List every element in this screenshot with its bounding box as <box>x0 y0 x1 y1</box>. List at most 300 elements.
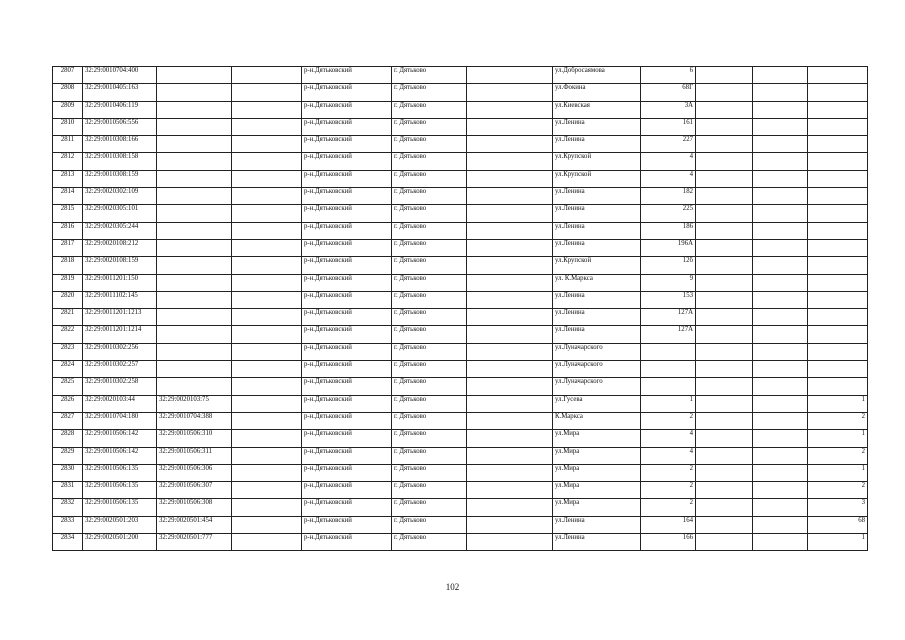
apartment-number-cell <box>808 205 868 222</box>
parent-cadastral-cell <box>157 291 232 308</box>
house-number-cell: 9 <box>641 274 696 291</box>
empty-cell <box>467 67 553 84</box>
empty-cell <box>753 326 808 343</box>
cadastral-number-cell: 32:29:0020302:109 <box>83 188 157 205</box>
street-cell: ул.Мира <box>553 464 641 481</box>
empty-cell <box>696 412 753 429</box>
district-cell: р-н.Дятьковский <box>302 222 392 239</box>
district-cell: р-н.Дятьковский <box>302 136 392 153</box>
table-row <box>53 170 868 187</box>
empty-cell <box>696 534 753 551</box>
apartment-number-cell <box>808 257 868 274</box>
apartment-number-cell <box>808 153 868 170</box>
apartment-number-cell: 2 <box>808 412 868 429</box>
house-number-cell: 164 <box>641 516 696 533</box>
house-number-cell: 225 <box>641 205 696 222</box>
cadastral-number-cell: 32:29:0010704:180 <box>83 412 157 429</box>
district-cell: р-н.Дятьковский <box>302 274 392 291</box>
empty-cell <box>467 291 553 308</box>
empty-cell <box>467 361 553 378</box>
table-row <box>53 239 868 256</box>
row-number-cell: 2829 <box>53 447 83 464</box>
street-cell: ул.Ленина <box>553 326 641 343</box>
empty-cell <box>696 136 753 153</box>
cadastral-number-cell: 32:29:0011102:145 <box>83 291 157 308</box>
row-number-cell: 2831 <box>53 482 83 499</box>
house-number-cell: 68Г <box>641 84 696 101</box>
apartment-number-cell <box>808 118 868 135</box>
empty-cell <box>753 395 808 412</box>
empty-cell <box>696 447 753 464</box>
house-number-cell: 196А <box>641 239 696 256</box>
cadastral-number-cell: 32:29:0010506:135 <box>83 482 157 499</box>
street-cell: ул.Фокина <box>553 84 641 101</box>
empty-cell <box>696 464 753 481</box>
city-cell: г. Дятьково <box>392 188 467 205</box>
city-cell: г. Дятьково <box>392 430 467 447</box>
district-cell: р-н.Дятьковский <box>302 499 392 516</box>
empty-cell <box>467 534 553 551</box>
empty-cell <box>696 257 753 274</box>
district-cell: р-н.Дятьковский <box>302 291 392 308</box>
table-row <box>53 395 868 412</box>
district-cell: р-н.Дятьковский <box>302 118 392 135</box>
row-number-cell: 2834 <box>53 534 83 551</box>
table-row <box>53 516 868 533</box>
empty-cell <box>696 326 753 343</box>
empty-cell <box>753 257 808 274</box>
street-cell: ул.Киевская <box>553 101 641 118</box>
row-number-cell: 2825 <box>53 378 83 395</box>
house-number-cell: 127А <box>641 326 696 343</box>
street-cell: ул.Гусева <box>553 395 641 412</box>
empty-cell <box>467 430 553 447</box>
city-cell: г. Дятьково <box>392 361 467 378</box>
parent-cadastral-cell <box>157 239 232 256</box>
cadastral-number-cell: 32:29:0020108:159 <box>83 257 157 274</box>
empty-cell <box>467 464 553 481</box>
city-cell: г. Дятьково <box>392 326 467 343</box>
parent-cadastral-cell <box>157 84 232 101</box>
cadastral-number-cell: 32:29:0020305:101 <box>83 205 157 222</box>
empty-cell <box>753 222 808 239</box>
empty-cell <box>753 136 808 153</box>
parent-cadastral-cell <box>157 326 232 343</box>
empty-cell <box>232 395 302 412</box>
row-number-cell: 2830 <box>53 464 83 481</box>
city-cell: г. Дятьково <box>392 534 467 551</box>
table-row <box>53 412 868 429</box>
row-number-cell: 2807 <box>53 67 83 84</box>
parent-cadastral-cell: 32:29:0010506:307 <box>157 482 232 499</box>
row-number-cell: 2813 <box>53 170 83 187</box>
district-cell: р-н.Дятьковский <box>302 430 392 447</box>
house-number-cell: 166 <box>641 534 696 551</box>
apartment-number-cell <box>808 291 868 308</box>
house-number-cell: 227 <box>641 136 696 153</box>
apartment-number-cell <box>808 326 868 343</box>
table-row <box>53 291 868 308</box>
district-cell: р-н.Дятьковский <box>302 516 392 533</box>
district-cell: р-н.Дятьковский <box>302 447 392 464</box>
empty-cell <box>232 291 302 308</box>
house-number-cell: 2 <box>641 412 696 429</box>
parent-cadastral-cell: 32:29:0010704:388 <box>157 412 232 429</box>
street-cell: ул.Ленина <box>553 136 641 153</box>
street-cell: ул.Мира <box>553 499 641 516</box>
city-cell: г. Дятьково <box>392 101 467 118</box>
empty-cell <box>232 534 302 551</box>
empty-cell <box>232 118 302 135</box>
empty-cell <box>467 309 553 326</box>
empty-cell <box>753 291 808 308</box>
parent-cadastral-cell <box>157 222 232 239</box>
house-number-cell: 4 <box>641 153 696 170</box>
parent-cadastral-cell <box>157 257 232 274</box>
parent-cadastral-cell: 32:29:0010506:310 <box>157 430 232 447</box>
street-cell: ул.Мира <box>553 430 641 447</box>
house-number-cell: 4 <box>641 447 696 464</box>
empty-cell <box>467 499 553 516</box>
empty-cell <box>232 101 302 118</box>
cadastral-number-cell: 32:29:0011201:150 <box>83 274 157 291</box>
empty-cell <box>232 136 302 153</box>
empty-cell <box>696 205 753 222</box>
row-number-cell: 2810 <box>53 118 83 135</box>
empty-cell <box>696 274 753 291</box>
empty-cell <box>696 188 753 205</box>
empty-cell <box>467 482 553 499</box>
cadastral-number-cell: 32:29:0011201:1213 <box>83 309 157 326</box>
table-row <box>53 188 868 205</box>
apartment-number-cell: 2 <box>808 447 868 464</box>
apartment-number-cell: 1 <box>808 464 868 481</box>
apartment-number-cell <box>808 361 868 378</box>
street-cell: ул.Ленина <box>553 309 641 326</box>
house-number-cell: 12б <box>641 257 696 274</box>
empty-cell <box>232 239 302 256</box>
city-cell: г. Дятьково <box>392 447 467 464</box>
empty-cell <box>467 395 553 412</box>
empty-cell <box>696 430 753 447</box>
empty-cell <box>467 326 553 343</box>
empty-cell <box>232 84 302 101</box>
city-cell: г. Дятьково <box>392 482 467 499</box>
district-cell: р-н.Дятьковский <box>302 361 392 378</box>
city-cell: г. Дятьково <box>392 412 467 429</box>
house-number-cell: 2 <box>641 482 696 499</box>
house-number-cell: 182 <box>641 188 696 205</box>
cadastral-number-cell: 32:29:0020103:44 <box>83 395 157 412</box>
cadastral-number-cell: 32:29:0020305:244 <box>83 222 157 239</box>
empty-cell <box>232 343 302 360</box>
district-cell: р-н.Дятьковский <box>302 534 392 551</box>
street-cell: ул. К.Маркса <box>553 274 641 291</box>
empty-cell <box>753 309 808 326</box>
row-number-cell: 2812 <box>53 153 83 170</box>
house-number-cell <box>641 378 696 395</box>
empty-cell <box>467 84 553 101</box>
apartment-number-cell <box>808 309 868 326</box>
empty-cell <box>467 274 553 291</box>
empty-cell <box>467 170 553 187</box>
house-number-cell: 3А <box>641 101 696 118</box>
empty-cell <box>467 118 553 135</box>
empty-cell <box>696 378 753 395</box>
empty-cell <box>753 205 808 222</box>
table-row <box>53 67 868 84</box>
parent-cadastral-cell: 32:29:0010506:311 <box>157 447 232 464</box>
city-cell: г. Дятьково <box>392 309 467 326</box>
parent-cadastral-cell <box>157 378 232 395</box>
table-row <box>53 136 868 153</box>
house-number-cell <box>641 343 696 360</box>
empty-cell <box>753 516 808 533</box>
apartment-number-cell: 1 <box>808 430 868 447</box>
house-number-cell: 161 <box>641 118 696 135</box>
table-body <box>53 67 868 551</box>
row-number-cell: 2816 <box>53 222 83 239</box>
empty-cell <box>696 118 753 135</box>
table-row <box>53 118 868 135</box>
empty-cell <box>696 309 753 326</box>
row-number-cell: 2824 <box>53 361 83 378</box>
table-row <box>53 101 868 118</box>
row-number-cell: 2823 <box>53 343 83 360</box>
district-cell: р-н.Дятьковский <box>302 309 392 326</box>
city-cell: г. Дятьково <box>392 239 467 256</box>
street-cell: ул.Ленина <box>553 118 641 135</box>
cadastral-number-cell: 32:29:0010302:257 <box>83 361 157 378</box>
street-cell: К.Маркса <box>553 412 641 429</box>
register-table <box>52 66 868 551</box>
empty-cell <box>696 67 753 84</box>
house-number-cell: 1 <box>641 395 696 412</box>
apartment-number-cell: 68 <box>808 516 868 533</box>
apartment-number-cell: 2 <box>808 482 868 499</box>
district-cell: р-н.Дятьковский <box>302 67 392 84</box>
apartment-number-cell <box>808 170 868 187</box>
empty-cell <box>232 326 302 343</box>
district-cell: р-н.Дятьковский <box>302 464 392 481</box>
table-row <box>53 309 868 326</box>
street-cell: ул.Крупской <box>553 153 641 170</box>
table-row <box>53 447 868 464</box>
district-cell: р-н.Дятьковский <box>302 101 392 118</box>
empty-cell <box>232 67 302 84</box>
street-cell: ул.Мира <box>553 447 641 464</box>
city-cell: г. Дятьково <box>392 205 467 222</box>
row-number-cell: 2811 <box>53 136 83 153</box>
empty-cell <box>232 153 302 170</box>
apartment-number-cell <box>808 136 868 153</box>
street-cell: ул.Добросаямова <box>553 67 641 84</box>
row-number-cell: 2808 <box>53 84 83 101</box>
table-row <box>53 464 868 481</box>
city-cell: г. Дятьково <box>392 516 467 533</box>
row-number-cell: 2833 <box>53 516 83 533</box>
empty-cell <box>232 430 302 447</box>
cadastral-number-cell: 32:29:0010308:159 <box>83 170 157 187</box>
parent-cadastral-cell: 32:29:0020103:75 <box>157 395 232 412</box>
city-cell: г. Дятьково <box>392 170 467 187</box>
empty-cell <box>696 516 753 533</box>
city-cell: г. Дятьково <box>392 274 467 291</box>
empty-cell <box>696 170 753 187</box>
street-cell: ул.Ленина <box>553 222 641 239</box>
district-cell: р-н.Дятьковский <box>302 395 392 412</box>
city-cell: г. Дятьково <box>392 464 467 481</box>
empty-cell <box>232 205 302 222</box>
parent-cadastral-cell <box>157 101 232 118</box>
empty-cell <box>232 378 302 395</box>
house-number-cell: 153 <box>641 291 696 308</box>
cadastral-number-cell: 32:29:0010405:163 <box>83 84 157 101</box>
parent-cadastral-cell <box>157 136 232 153</box>
cadastral-number-cell: 32:29:0010506:135 <box>83 499 157 516</box>
house-number-cell <box>641 361 696 378</box>
empty-cell <box>753 274 808 291</box>
empty-cell <box>467 378 553 395</box>
empty-cell <box>467 188 553 205</box>
parent-cadastral-cell: 32:29:0020501:454 <box>157 516 232 533</box>
empty-cell <box>696 153 753 170</box>
empty-cell <box>696 499 753 516</box>
house-number-cell: 2 <box>641 464 696 481</box>
empty-cell <box>232 516 302 533</box>
cadastral-number-cell: 32:29:0010506:142 <box>83 430 157 447</box>
empty-cell <box>467 205 553 222</box>
city-cell: г. Дятьково <box>392 136 467 153</box>
table-row <box>53 482 868 499</box>
table-row <box>53 222 868 239</box>
table-row <box>53 274 868 291</box>
empty-cell <box>753 239 808 256</box>
district-cell: р-н.Дятьковский <box>302 257 392 274</box>
empty-cell <box>753 464 808 481</box>
empty-cell <box>232 188 302 205</box>
table-row <box>53 326 868 343</box>
house-number-cell: 6 <box>641 67 696 84</box>
district-cell: р-н.Дятьковский <box>302 378 392 395</box>
empty-cell <box>753 499 808 516</box>
empty-cell <box>232 274 302 291</box>
house-number-cell: 4 <box>641 170 696 187</box>
district-cell: р-н.Дятьковский <box>302 326 392 343</box>
parent-cadastral-cell <box>157 205 232 222</box>
apartment-number-cell <box>808 274 868 291</box>
empty-cell <box>696 239 753 256</box>
table-row <box>53 430 868 447</box>
row-number-cell: 2826 <box>53 395 83 412</box>
cadastral-number-cell: 32:29:0011201:1214 <box>83 326 157 343</box>
empty-cell <box>753 361 808 378</box>
empty-cell <box>753 412 808 429</box>
row-number-cell: 2819 <box>53 274 83 291</box>
empty-cell <box>232 257 302 274</box>
street-cell: ул.Ленина <box>553 205 641 222</box>
cadastral-number-cell: 32:29:0010308:158 <box>83 153 157 170</box>
row-number-cell: 2827 <box>53 412 83 429</box>
row-number-cell: 2814 <box>53 188 83 205</box>
row-number-cell: 2818 <box>53 257 83 274</box>
parent-cadastral-cell <box>157 118 232 135</box>
cadastral-number-cell: 32:29:0020501:200 <box>83 534 157 551</box>
cadastral-number-cell: 32:29:0010506:142 <box>83 447 157 464</box>
street-cell: ул.Крупской <box>553 170 641 187</box>
empty-cell <box>696 101 753 118</box>
empty-cell <box>753 84 808 101</box>
cadastral-number-cell: 32:29:0010506:556 <box>83 118 157 135</box>
city-cell: г. Дятьково <box>392 291 467 308</box>
parent-cadastral-cell <box>157 309 232 326</box>
cadastral-number-cell: 32:29:0010308:166 <box>83 136 157 153</box>
street-cell: ул.Ленина <box>553 188 641 205</box>
empty-cell <box>232 499 302 516</box>
row-number-cell: 2832 <box>53 499 83 516</box>
apartment-number-cell <box>808 239 868 256</box>
apartment-number-cell: 3 <box>808 499 868 516</box>
empty-cell <box>753 101 808 118</box>
empty-cell <box>467 447 553 464</box>
house-number-cell: 2 <box>641 499 696 516</box>
empty-cell <box>467 516 553 533</box>
district-cell: р-н.Дятьковский <box>302 188 392 205</box>
street-cell: ул.Ленина <box>553 534 641 551</box>
house-number-cell: 127А <box>641 309 696 326</box>
empty-cell <box>696 343 753 360</box>
empty-cell <box>696 395 753 412</box>
cadastral-number-cell: 32:29:0020108:212 <box>83 239 157 256</box>
empty-cell <box>753 67 808 84</box>
parent-cadastral-cell <box>157 188 232 205</box>
cadastral-number-cell: 32:29:0010302:258 <box>83 378 157 395</box>
parent-cadastral-cell <box>157 274 232 291</box>
table-row <box>53 361 868 378</box>
row-number-cell: 2817 <box>53 239 83 256</box>
table-row <box>53 84 868 101</box>
empty-cell <box>753 188 808 205</box>
empty-cell <box>696 291 753 308</box>
empty-cell <box>467 239 553 256</box>
row-number-cell: 2820 <box>53 291 83 308</box>
parent-cadastral-cell <box>157 343 232 360</box>
row-number-cell: 2809 <box>53 101 83 118</box>
apartment-number-cell <box>808 378 868 395</box>
apartment-number-cell <box>808 188 868 205</box>
row-number-cell: 2815 <box>53 205 83 222</box>
parent-cadastral-cell <box>157 170 232 187</box>
empty-cell <box>467 343 553 360</box>
district-cell: р-н.Дятьковский <box>302 482 392 499</box>
city-cell: г. Дятьково <box>392 499 467 516</box>
district-cell: р-н.Дятьковский <box>302 170 392 187</box>
apartment-number-cell <box>808 343 868 360</box>
apartment-number-cell <box>808 222 868 239</box>
city-cell: г. Дятьково <box>392 153 467 170</box>
parent-cadastral-cell <box>157 153 232 170</box>
row-number-cell: 2821 <box>53 309 83 326</box>
table-row <box>53 534 868 551</box>
empty-cell <box>467 222 553 239</box>
apartment-number-cell: 1 <box>808 534 868 551</box>
empty-cell <box>753 170 808 187</box>
parent-cadastral-cell <box>157 67 232 84</box>
district-cell: р-н.Дятьковский <box>302 84 392 101</box>
empty-cell <box>232 222 302 239</box>
table-row <box>53 257 868 274</box>
city-cell: г. Дятьково <box>392 257 467 274</box>
